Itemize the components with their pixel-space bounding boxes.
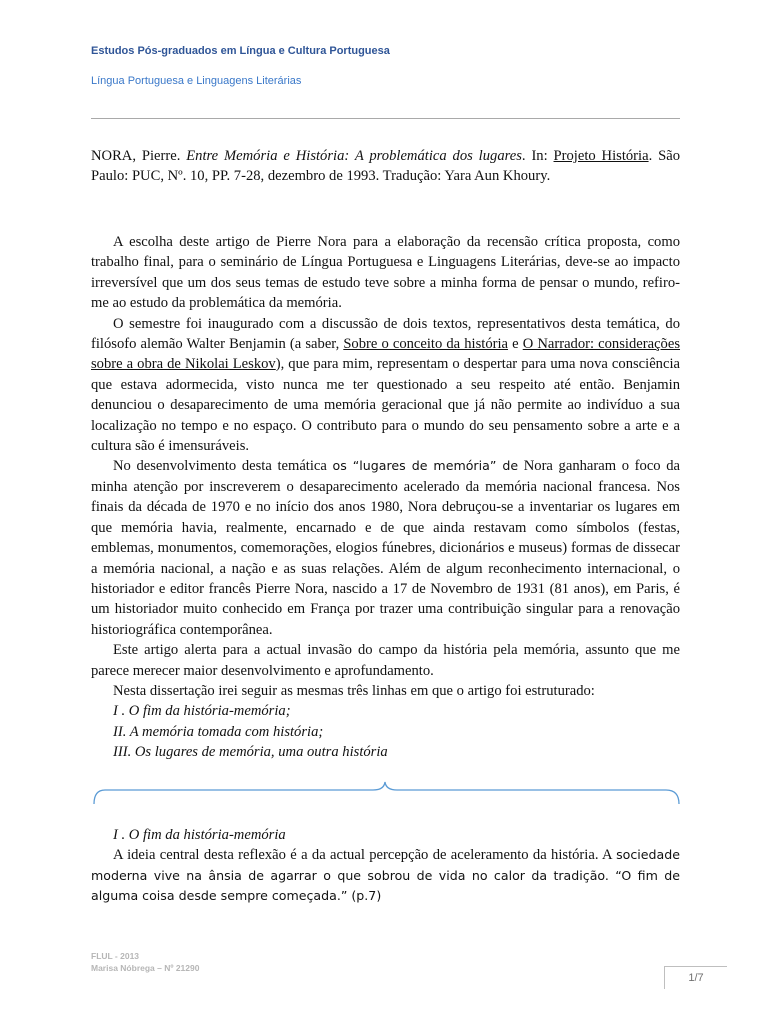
citation xyxy=(91,146,680,187)
section-heading: I . O fim da história-memória xyxy=(113,827,286,843)
header-seminar-title: Língua Portuguesa e Linguagens Literárias xyxy=(91,75,302,87)
citation-in: . In: xyxy=(521,148,554,164)
paragraph-nora-start: No desenvolvimento desta temática xyxy=(113,458,333,475)
work-title-o-narrador: O Narrador: considerações sobre a obra de Nikolai Leskov xyxy=(91,336,681,373)
paragraph-alert: Este artigo alerta para a actual invasão do campo da história pela memória, assunto que me parece merecer maior desenvolvimento e aprofundamento. xyxy=(91,642,680,679)
section-one-paragraph xyxy=(91,845,680,906)
list-item: II. A memória tomada com história; xyxy=(113,723,324,740)
paragraph-benjamin xyxy=(91,314,680,457)
footer-author: Marisa Nóbrega – Nº 21290 xyxy=(91,963,200,973)
list-item: I . O fim da história-memória; xyxy=(113,703,291,720)
list-item: III. Os lugares de memória, uma outra história xyxy=(113,744,388,761)
citation-author: NORA, Pierre. xyxy=(91,148,181,164)
header-program-title: Estudos Pós-graduados em Língua e Cultura Portuguesa xyxy=(91,45,390,57)
citation-title: Entre Memória e História: A problemática dos lugares xyxy=(186,148,522,164)
header-divider xyxy=(91,118,680,119)
curly-brace-divider xyxy=(91,780,683,810)
paragraph-intro: A escolha deste artigo de Pierre Nora para a elaboração da recensão crítica proposta, como trabalho final, para o seminário de Língua Portuguesa e Linguagens Literárias, deve-se ao impacto irreversível que um dos seus temas de estudo teve sobre a minha forma de pensar o mundo, refiro-me ao estudo da problemática da memória. xyxy=(91,234,680,312)
paragraph-benjamin-start: O semestre foi inaugurado com a discussão de dois textos, representativos desta temática, do filósofo alemão Walter Benjamin (a saber, xyxy=(91,315,680,353)
paragraph-nora xyxy=(91,456,680,640)
section-one-paragraph-quote: sociedade moderna vive na ânsia de agarrar o que sobrou de vida no calor da tradição. “O fim de alguma coisa desde sempre começada.” (p.7) xyxy=(91,847,680,904)
paragraph-structure: Nesta dissertação irei seguir as mesmas três linhas em que o artigo foi estruturado: xyxy=(113,682,595,699)
paragraph-nora-end: Nora ganharam o foco da minha atenção por inscreverem o desaparecimento acelerado da memória nacional francesa. Nos finais da década de 1970 e no início dos anos 1980, Nora debruçou-se a inventariar os lugares em que memória havia, realmente, encarnado e de que ainda restavam como símbolos (festas, emblemas, monumentos, comemorações, elogios fúnebres, dicionários e museus) formas de dissecar a memória nacional, a nação e as suas relações. Além de algum reconhecimento internacional, o historiador e editor francês Pierre Nora, nascido a 17 de Novembro de 1931 (81 anos), em Paris, é um historiador muito conhecido em França por trazer uma contribuição singular para a renovação historiográfica contemporânea. xyxy=(91,458,681,638)
page-number: 1/7 xyxy=(664,966,727,989)
section-one-paragraph-start: A ideia central desta reflexão é a da actual percepção de aceleramento da história. A xyxy=(113,847,617,864)
citation-details: . São Paulo: PUC, Nº. 10, PP. 7-28, dezembro de 1993. Tradução: Yara Aun Khoury. xyxy=(91,148,680,185)
section-one xyxy=(91,825,680,907)
paragraph-benjamin-end: ), que para mim, representam o despertar para uma nova consciência que estava adormecida, visto nunca me ter questionado a seu respeito até então. Benjamin denunciou o desaparecimento de uma memória geracional que já não permite ao indivíduo a sua localização no tempo e no espaço. O contributo para o mundo do seu pensamento sobre a arte e a cultura são é imensuráveis. xyxy=(91,356,680,455)
paragraph-nora-quote: os “lugares de memória” de xyxy=(332,458,519,474)
body-text xyxy=(91,232,680,763)
paragraph-benjamin-and: e xyxy=(508,336,523,353)
work-title-sobre-o-conceito: Sobre o conceito da história xyxy=(343,336,509,353)
page-footer xyxy=(91,950,199,974)
footer-institution: FLUL - 2013 xyxy=(91,951,140,961)
citation-journal: Projeto História xyxy=(553,148,649,164)
